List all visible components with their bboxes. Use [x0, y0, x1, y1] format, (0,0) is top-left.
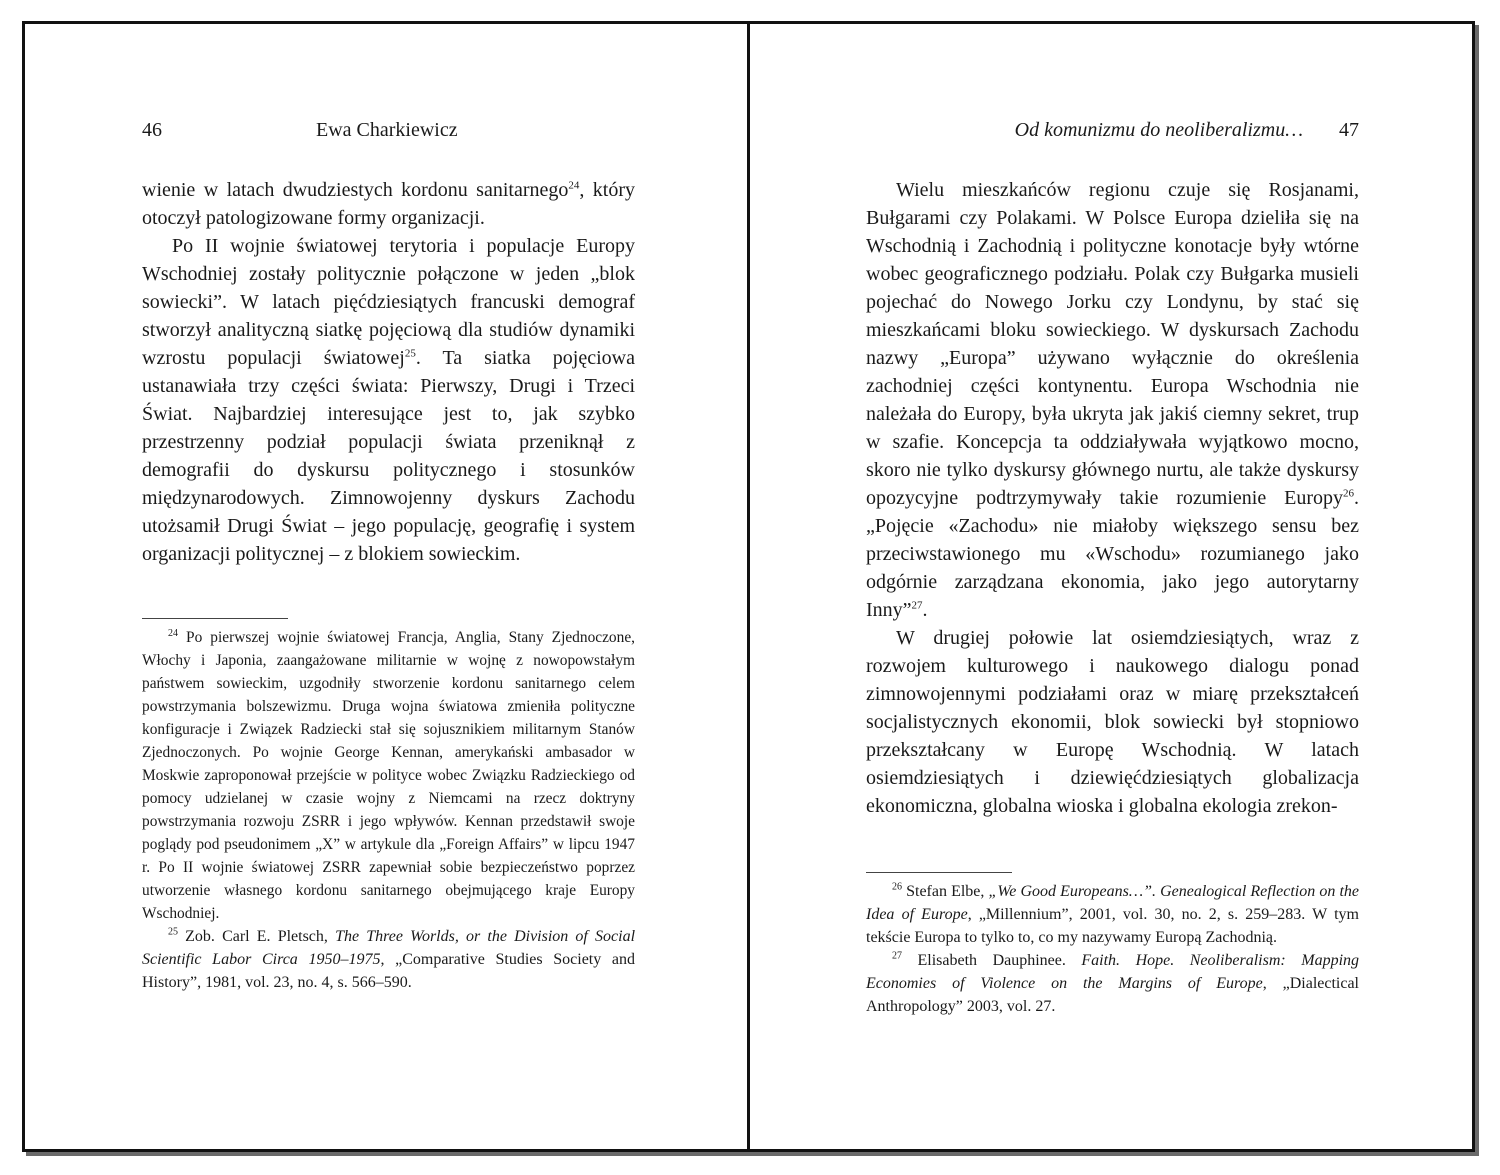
footnote-text: , „Dialectical Anthropology” 2003, vol. 27. [866, 975, 1360, 1015]
paragraph [142, 232, 635, 568]
paragraph [866, 624, 1359, 820]
footnote-text: , „Millennium”, 2001, vol. 30, no. 2, s. 259–283. W tym tekście Europa to tylko to, co my nazywamy Europą Zachodnią. [866, 906, 1360, 946]
page-gutter [747, 24, 750, 1149]
right-page [866, 24, 1359, 1149]
left-page [142, 24, 635, 1149]
footnote-divider [142, 618, 288, 619]
book-spread [22, 21, 1475, 1152]
footnote-text: Elisabeth Dauphinee. [917, 952, 1082, 969]
footnote-ref: 27 [911, 599, 923, 612]
footnote-number: 27 [892, 950, 902, 962]
paragraph-text: Wielu mieszkańców regionu czuje się Rosjanami, Bułgarami czy Polakami. W Polsce Europa dzieliła się na Wschodnią i Zachodnią i polityczne konotacje były wtórne wobec geograficznego podziału. Polak czy Bułgarka musieli pojechać do Nowego Jorku czy Londynu, by stać się mieszkańcami bloku sowieckiego. W dyskursach Zachodu nazwy „Europa” używano wyłącznie do określenia zachodniej części kontynentu. Europa Wschodnia nie należała do Europy, była ukryta jak jakiś ciemny sekret, trup w szafie. Koncepcja ta oddziaływała wyjątkowo mocno, skoro nie tylko dyskursy głównego nurtu, ale także dyskursy opozycyjne podtrzymywały takie rozumienie Europy [866, 179, 1359, 509]
chapter-running-head: Od komunizmu do neoliberalizmu… [1014, 119, 1303, 141]
footnote-text: Stefan Elbe, [906, 883, 989, 900]
footnote-text: Po pierwszej wojnie światowej Francja, Anglia, Stany Zjednoczone, Włochy i Japonia, zaangażowane militarnie w wojnę z nowopowstałym państwem sowieckim, uzgodniły stworzenie kordonu sanitarnego celem powstrzymania bolszewizmu. Druga wojna światowa zmieniła polityczne konfiguracje i Związek Radziecki stał się sojusznikiem militarnym Stanów Zjednoczonych. Po wojnie George Kennan, amerykański ambasador w Moskwie zaproponował przejście w polityce wobec Związku Radzieckiego od pomocy udzielanej w czasie wojny z Niemcami na rzecz doktryny powstrzymania rozwoju ZSRR i jego wpływów. Kennan przedstawił swoje poglądy pod pseudonimem „X” w artykule dla „Foreign Affairs” w lipcu 1947 r. Po II wojnie światowej ZSRR zapewniał sobie bezpieczeństwo poprzez utworzenie własnego kordonu sanitarnego obejmującego kraje Europy Wschodniej. [142, 629, 635, 922]
left-running-head [142, 119, 635, 149]
right-running-head [866, 119, 1359, 149]
paragraph-text: . „Pojęcie «Zachodu» nie miałoby większego sensu bez przeciwstawionego mu «Wschodu» rozumianego jako odgórnie zarządzana ekonomia, jako jego autorytarny Inny” [866, 487, 1359, 621]
footnote [142, 626, 635, 925]
footnote [866, 880, 1359, 949]
left-footnotes [142, 626, 635, 994]
page-number-left: 46 [142, 119, 162, 141]
paragraph [866, 176, 1359, 624]
footnote-text: Zob. Carl E. Pletsch, [185, 928, 336, 945]
paragraph-text: . [922, 599, 928, 621]
page-number-right: 47 [1339, 119, 1359, 141]
right-footnotes [866, 880, 1359, 1018]
paragraph-text: , który otoczył patologizowane formy organizacji. [142, 179, 636, 229]
footnote [866, 949, 1359, 1018]
footnote-title: „We Good Europeans…”. Genealogical Reflection on the Idea of Europe [866, 883, 1360, 923]
author-running-head: Ewa Charkiewicz [316, 119, 458, 141]
footnote-number: 25 [168, 926, 178, 938]
paragraph-text: wienie w latach dwudziestych kordonu sanitarnego [142, 179, 569, 201]
footnote-number: 24 [168, 627, 178, 639]
right-body-text [866, 176, 1359, 820]
paragraph-text: Po II wojnie światowej terytoria i populacje Europy Wschodniej zostały politycznie połączone w jeden „blok sowiecki”. W latach pięćdziesiątych francuski demograf stworzył analityczną siatkę pojęciową dla studiów dynamiki wzrostu populacji światowej [142, 235, 635, 369]
paragraph [142, 176, 635, 232]
footnote-divider [866, 872, 1012, 873]
paragraph-text: W drugiej połowie lat osiemdziesiątych, wraz z rozwojem kulturowego i naukowego dialogu ponad zimnowojennymi podziałami oraz w miarę przekształceń socjalistycznych ekonomii, blok sowiecki był stopniowo przekształcany w Europę Wschodnią. W latach osiemdziesiątych i dziewięćdziesiątych globalizacja ekonomiczna, globalna wioska i globalna ekologia zrekon- [866, 627, 1359, 817]
footnote [142, 925, 635, 994]
footnote-ref: 25 [404, 347, 416, 360]
footnote-title: Faith. Hope. Neoliberalism: Mapping Economies of Violence on the Margins of Europe [866, 952, 1360, 992]
footnote-ref: 26 [1343, 487, 1354, 500]
footnote-text: , „Comparative Studies Society and History”, 1981, vol. 23, no. 4, s. 566–590. [142, 951, 635, 991]
paragraph-text: . Ta siatka pojęciowa ustanawiała trzy części świata: Pierwszy, Drugi i Trzeci Świat. Najbardziej interesujące jest to, jak szybko przestrzenny podział populacji świata przeniknął z demografii do dyskursu politycznego i stosunków międzynarodowych. Zimnowojenny dyskurs Zachodu utożsamił Drugi Świat – jego populację, geografię i system organizacji politycznej – z blokiem sowieckim. [142, 347, 635, 565]
left-body-text [142, 176, 635, 568]
footnote-title: The Three Worlds, or the Division of Social Scientific Labor Circa 1950–1975 [142, 928, 636, 968]
footnote-number: 26 [892, 881, 902, 893]
footnote-ref: 24 [568, 179, 580, 192]
